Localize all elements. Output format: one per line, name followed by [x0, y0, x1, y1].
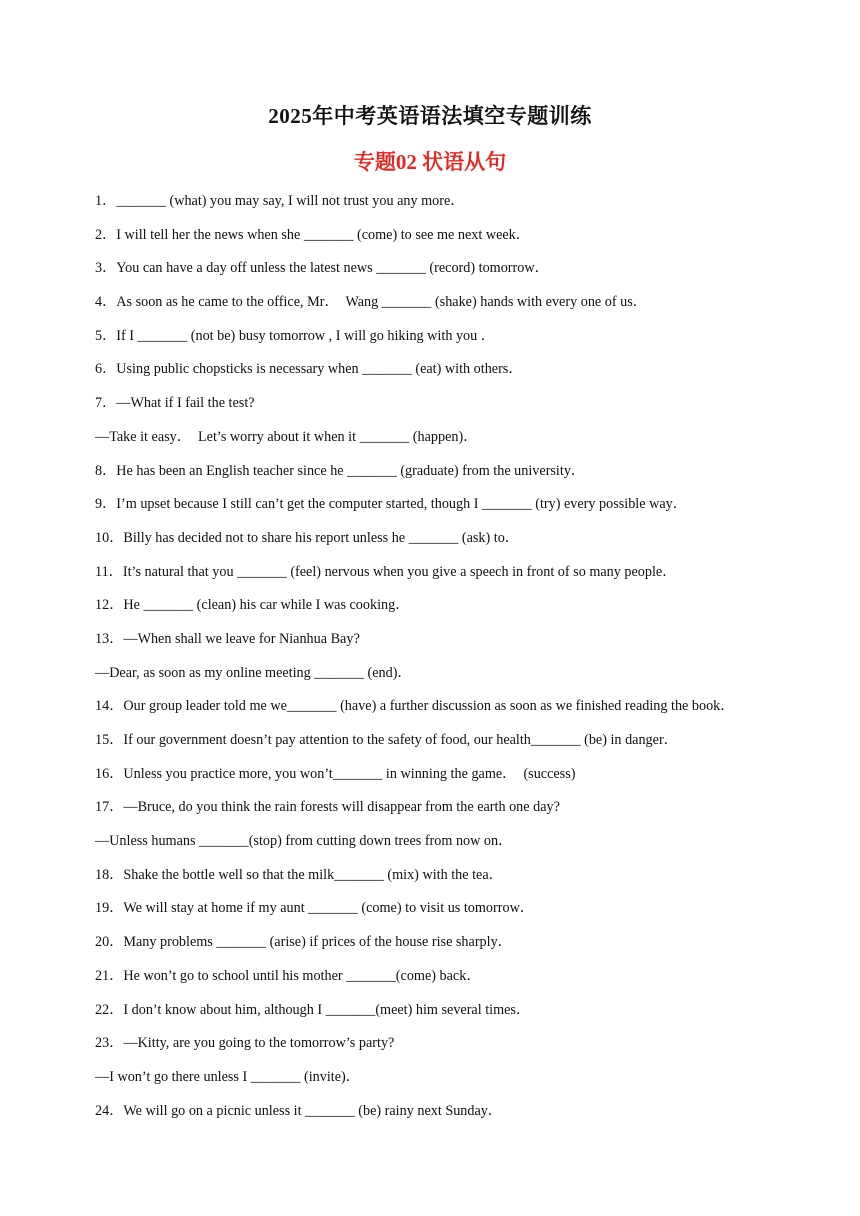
question-line: 18．Shake the bottle well so that the milk_______ (mix) with the tea． — [95, 866, 503, 883]
page-subtitle: 专题02 状语从句 — [353, 150, 507, 174]
question-line: 10．Billy has decided not to share his report unless he _______ (ask) to． — [95, 529, 519, 546]
page-title: 2025年中考英语语法填空专题训练 — [268, 104, 592, 128]
question-line: 6．Using public chopsticks is necessary when _______ (eat) with others． — [95, 361, 523, 378]
question-line: 16．Unless you practice more, you won’t_______ in winning the game． (success) — [95, 765, 576, 782]
question-line: 12．He _______ (clean) his car while I was cooking． — [95, 597, 410, 614]
question-line: 14．Our group leader told me we_______ (have) a further discussion as soon as we finished reading the book． — [95, 698, 735, 715]
answer-line: —I won’t go there unless I _______ (invite)． — [95, 1068, 360, 1085]
question-line: 8．He has been an English teacher since he _______ (graduate) from the university． — [95, 462, 586, 479]
question-line: 17．—Bruce, do you think the rain forests will disappear from the earth one day? — [95, 799, 560, 816]
question-line: 1．_______ (what) you may say, I will not trust you any more． — [95, 193, 465, 209]
question-line: 22．I don’t know about him, although I _______(meet) him several times． — [95, 1001, 531, 1018]
answer-line: —Dear, as soon as my online meeting _______ (end)． — [95, 664, 412, 681]
answer-line: —Take it easy． Let’s worry about it when it _______ (happen)． — [95, 428, 478, 445]
question-line: 24．We will go on a picnic unless it _______ (be) rainy next Sunday． — [95, 1102, 503, 1119]
question-line: 23．—Kitty, are you going to the tomorrow’s party? — [95, 1035, 395, 1052]
question-line: 2．I will tell her the news when she _______ (come) to see me next week． — [95, 226, 530, 243]
question-line: 7．—What if I fail the test? — [95, 395, 255, 412]
question-line: 15．If our government doesn’t pay attention to the safety of food, our health_______ (be) in danger． — [95, 732, 678, 748]
question-line: 21．He won’t go to school until his mother _______(come) back． — [95, 967, 481, 984]
question-line: 9．I’m upset because I still can’t get the computer started, though I _______ (try) every possible way． — [95, 496, 687, 513]
answer-line: —Unless humans _______(stop) from cutting down trees from now on． — [95, 833, 513, 850]
question-line: 3．You can have a day off unless the latest news _______ (record) tomorrow． — [95, 260, 549, 277]
question-list — [95, 191, 815, 1134]
question-line: 20．Many problems _______ (arise) if prices of the house rise sharply． — [95, 934, 512, 951]
question-line: 5．If I _______ (not be) busy tomorrow , I will go hiking with you ． — [95, 327, 495, 344]
question-line: 19．We will stay at home if my aunt _______ (come) to visit us tomorrow． — [95, 900, 535, 917]
question-line: 13．—When shall we leave for Nianhua Bay? — [95, 630, 360, 647]
question-line: 11．It’s natural that you _______ (feel) nervous when you give a speech in front of so many people． — [95, 563, 677, 580]
question-line: 4．As soon as he came to the office, Mr． Wang _______ (shake) hands with every one of us． — [95, 294, 647, 311]
